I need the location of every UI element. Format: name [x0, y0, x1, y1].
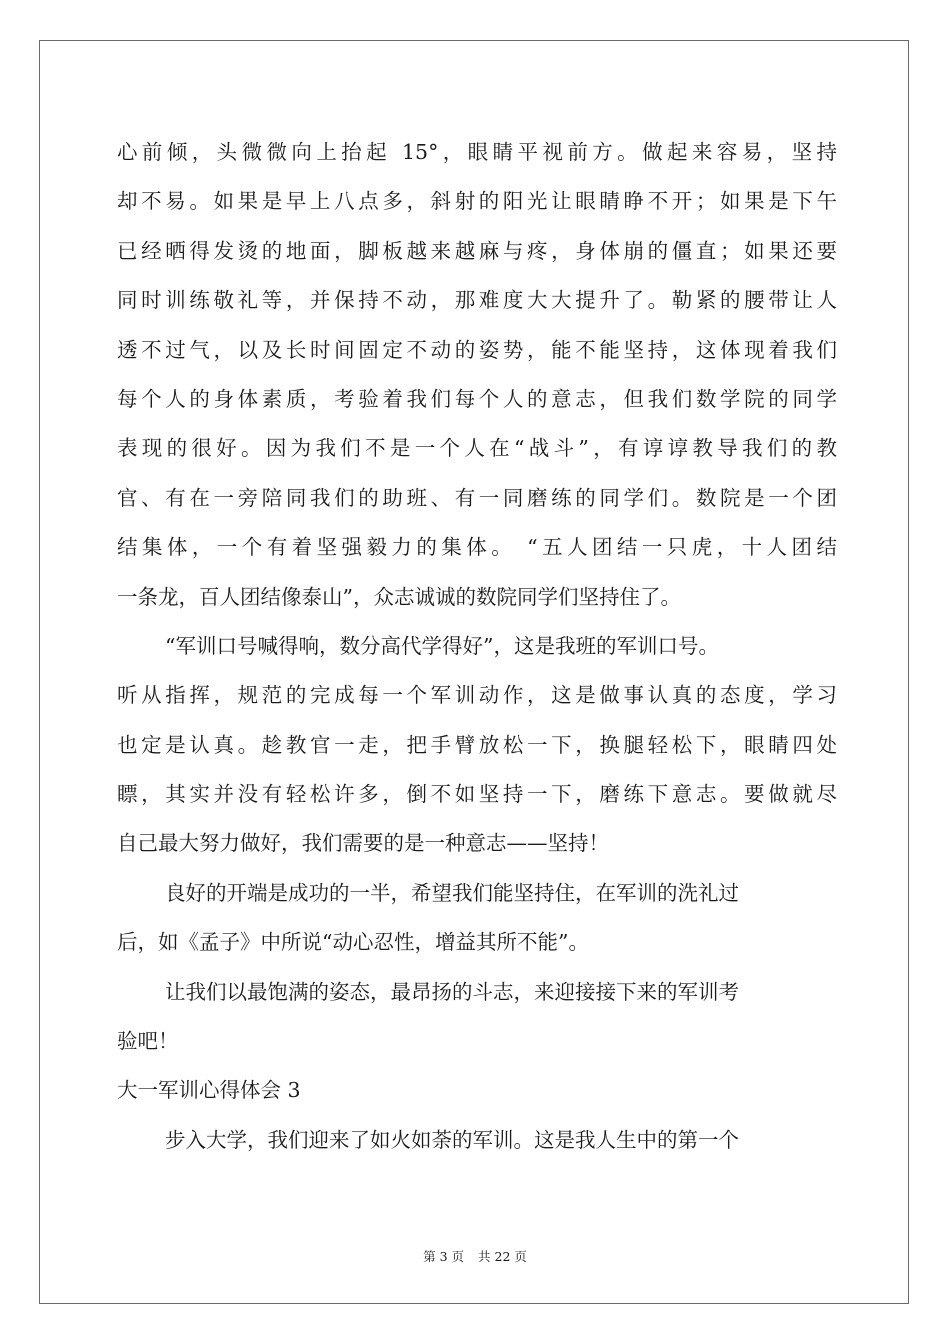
paragraph-1 — [117, 128, 837, 622]
text-line: 却不易。如果是早上八点多，斜射的阳光让眼睛睁不开；如果是下午 — [117, 189, 837, 214]
page-total: 共 22 页 — [478, 1249, 527, 1264]
text-line: 让我们以最饱满的姿态，最昂扬的斗志，来迎接接下来的军训考 — [165, 979, 739, 1004]
text-line: 每个人的身体素质，考验着我们每个人的意志，但我们数学院的同学 — [117, 386, 837, 411]
document-body — [117, 128, 837, 1165]
text-line: 也定是认真。趁教官一走，把手臂放松一下，换腿轻松下，眼睛四处 — [117, 732, 837, 757]
text-line: 透不过气，以及长时间固定不动的姿势，能不能坚持，这体现着我们 — [117, 337, 837, 362]
paragraph-5 — [117, 1116, 837, 1165]
text-line: 后，如《孟子》中所说“动心忍性，增益其所不能”。 — [117, 930, 589, 955]
paragraph-2 — [117, 622, 837, 869]
text-line: 表现的很好。因为我们不是一个人在“战斗”，有谆谆教导我们的教 — [117, 436, 837, 461]
page-footer — [0, 1247, 950, 1265]
text-line: 步入大学，我们迎来了如火如荼的军训。这是我人生中的第一个 — [165, 1127, 739, 1152]
text-line: 瞟，其实并没有轻松许多，倒不如坚持一下，磨练下意志。要做就尽 — [117, 782, 837, 807]
paragraph-3 — [117, 869, 837, 968]
text-line: 自己最大努力做好，我们需要的是一种意志——坚持！ — [117, 831, 609, 856]
text-line: 同时训练敬礼等，并保持不动，那难度大大提升了。勒紧的腰带让人 — [117, 288, 837, 313]
text-line: 良好的开端是成功的一半，希望我们能坚持住，在军训的洗礼过 — [165, 880, 739, 905]
text-line: 心前倾，头微微向上抬起 15°，眼睛平视前方。做起来容易，坚持 — [117, 140, 837, 164]
text-line: 官、有在一旁陪同我们的助班、有一同磨练的同学们。数院是一个团 — [117, 485, 837, 510]
text-line: 已经晒得发烫的地面，脚板越来越麻与疼，身体崩的僵直；如果还要 — [117, 238, 837, 263]
text-line: 结集体，一个有着坚强毅力的集体。 “五人团结一只虎，十人团结 — [117, 535, 837, 560]
paragraph-4 — [117, 968, 837, 1067]
section-heading: 大一军训心得体会 3 — [117, 1078, 301, 1103]
text-line: 听从指挥，规范的完成每一个军训动作，这是做事认真的态度，学习 — [117, 683, 837, 708]
text-line: “军训口号喊得响，数分高代学得好”，这是我班的军训口号。 — [165, 633, 719, 658]
text-line: 验吧！ — [117, 1029, 179, 1054]
text-line: 一条龙，百人团结像泰山”，众志诚诚的数院同学们坚持住了。 — [117, 584, 681, 609]
page-number: 第 3 页 — [423, 1249, 465, 1264]
